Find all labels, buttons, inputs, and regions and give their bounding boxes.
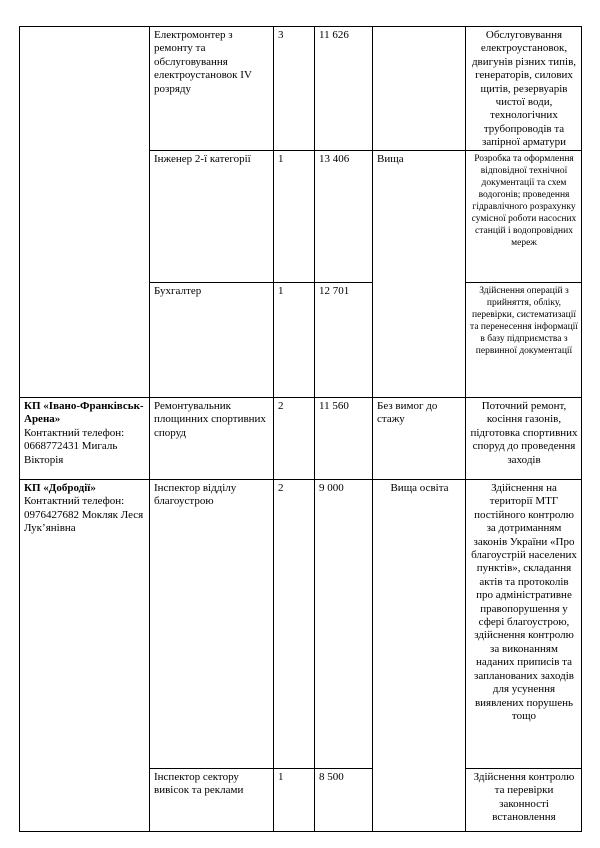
org-contact: Контактний телефон: 0668772431 Мигаль Вікторія [24,426,125,466]
org-name: КП «Івано-Франківськ-Арена» [24,400,144,426]
salary-cell: 11 626 [315,27,373,151]
salary-cell: 13 406 [315,151,373,283]
table-row [20,27,582,151]
salary-cell: 8 500 [315,769,373,832]
org-cell [20,480,150,832]
position-cell: Інженер 2-ї категорії [150,151,274,283]
duties-cell: Здійснення на території МТГ постійного контролю за дотриманням законів України «Про благоустрій населених пунктів», складання актів та протоколів про адміністративне правопорушення у сфері благоустрою, здійснення контролю за виконанням наданих приписів та запланованих заходів для усунення виявлених порушень тощо [466,480,582,769]
count-cell: 1 [274,769,315,832]
count-cell: 1 [274,151,315,283]
position-cell: Ремонтувальник площинних спортивних споруд [150,398,274,480]
salary-cell: 12 701 [315,283,373,398]
org-cell [20,398,150,480]
salary-cell: 9 000 [315,480,373,769]
vacancies-table [19,26,582,832]
position-cell: Електромонтер з ремонту та обслуговування електроустановок IV розряду [150,27,274,151]
requirement-cell-empty [373,27,466,151]
org-name: КП «Добродії» [24,482,96,494]
count-cell: 3 [274,27,315,151]
org-contact: Контактний телефон: 0976427682 Мокляк Леся Лук’янівна [24,495,144,535]
org-cell-empty [20,27,150,398]
table-row [20,480,582,769]
requirement-cell: Вища освіта [373,480,466,832]
duties-cell: Обслуговування електроустановок, двигунів різних типів, генераторів, силових щитів, резервуарів чистої води, технологічних трубопроводів та запірної арматури [466,27,582,151]
count-cell: 2 [274,398,315,480]
count-cell: 1 [274,283,315,398]
position-cell: Інспектор сектору вивісок та реклами [150,769,274,832]
salary-cell: 11 560 [315,398,373,480]
count-cell: 2 [274,480,315,769]
duties-cell: Розробка та оформлення відповідної технічної документації та схем водогонів; проведення гідравлічного розрахунку сумісної роботи насосних станцій і водопровідних мереж [466,151,582,283]
table-row [20,398,582,480]
duties-cell: Поточний ремонт, косіння газонів, підготовка спортивних споруд до проведення заходів [466,398,582,480]
duties-cell: Здійснення контролю та перевірки законності встановлення [466,769,582,832]
position-cell: Бухгалтер [150,283,274,398]
requirement-cell: Вища [373,151,466,398]
position-cell: Інспектор відділу благоустрою [150,480,274,769]
requirement-cell: Без вимог до стажу [373,398,466,480]
duties-cell: Здійснення операцій з прийняття, обліку, перевірки, систематизації та перенесення інформації в базу підприємства з первинної документації [466,283,582,398]
